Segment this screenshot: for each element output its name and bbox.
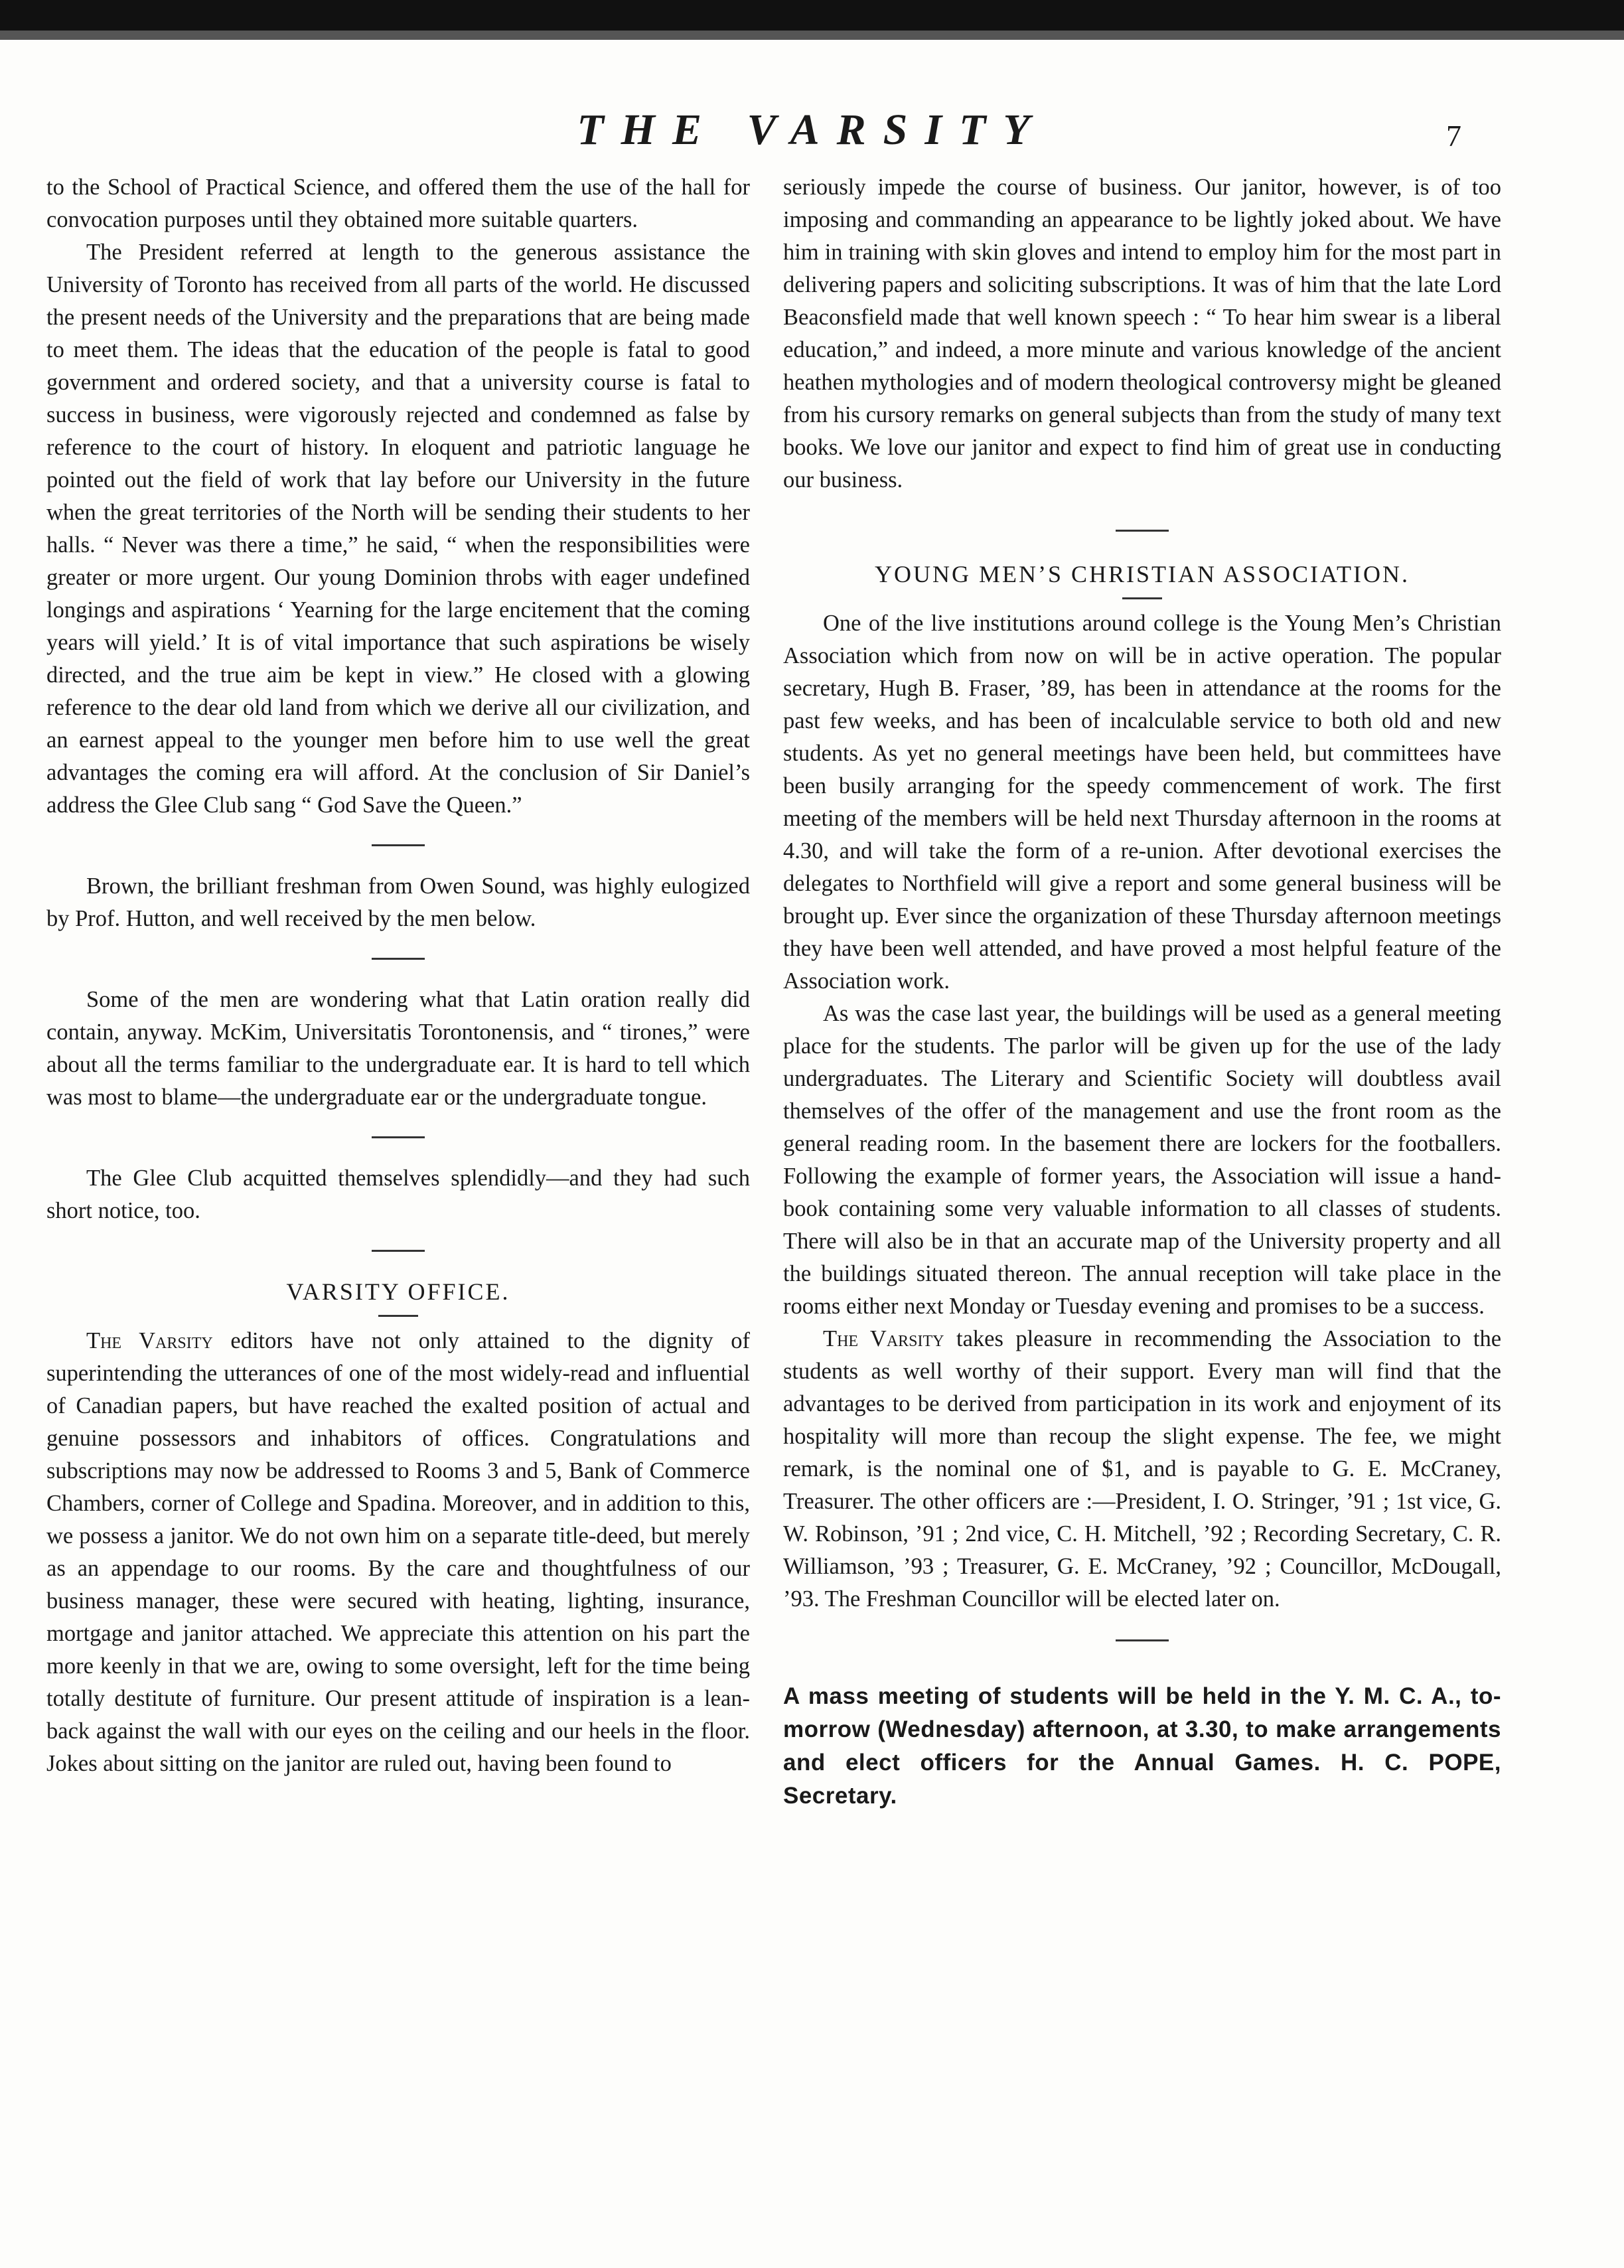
publication-name: The Varsity bbox=[823, 1326, 944, 1351]
paragraph: The Glee Club acquitted themselves splendidly—and they had such short notice, too. bbox=[46, 1166, 750, 1223]
paragraph: The President referred at length to the generous assistance the University of Toronto has received from all parts of the world. He discussed the present needs of the University and the preparations that are being made to meet them. The ideas that the education of the people is fatal to good government and ordered society, and that a university course is fatal to success in business, were vigorously rejected and condemned as false by reference to the court of history. In eloquent and patriotic language he pointed out the field of work that lay before our University in the future when the great territories of the North will be sending their students to her halls. “ Never was there a time,” he said, “ when the responsibilities were greater or more urgent. Our young Dominion throbs with eager undefined longings and aspirations ‘ Yearning for the large encitement that the coming years will yield.’ It is of vital importance that such aspirations be wisely directed, and the true aim be kept in view.” He closed with a glowing reference to the dear old land from which we derive all our civilization, and an earnest appeal to the younger men before him to use well the great advantages the coming era will afford. At the conclusion of Sir Daniel’s address the Glee Club sang “ God Save the Queen.” bbox=[46, 240, 750, 818]
section-heading-varsity-office: VARSITY OFFICE. bbox=[286, 1278, 510, 1305]
masthead: THE VARSITY bbox=[577, 106, 1047, 154]
scan-top-border bbox=[0, 0, 1624, 31]
paragraph: Brown, the brilliant freshman from Owen Sound, was highly eulogized by Prof. Hutton, and well received by the men below. bbox=[46, 873, 750, 931]
divider bbox=[372, 958, 425, 960]
section-heading-ymca: YOUNG MEN’S CHRISTIAN ASSOCIATION. bbox=[874, 561, 1410, 587]
paragraph bbox=[46, 1325, 750, 1780]
page-number: 7 bbox=[1446, 119, 1461, 153]
paragraph: seriously impede the course of business. Our janitor, however, is of too imposing and commanding an appearance to be lightly joked about. We have him in training with skin gloves and intend to employ him for the most part in delivering papers and soliciting subscriptions. It was of him that the late Lord Beaconsfield made that well known speech : “ To hear him swear is a liberal education,” and indeed, a more minute and various knowledge of the ancient heathen mythologies and of modern theological controversy might be gleaned from his cursory remarks on general subjects than from the study of many text books. We love our janitor and expect to find him of great use in conducting our business. bbox=[783, 175, 1501, 492]
paragraph: One of the live institutions around college is the Young Men’s Christian Association which from now on will be in active operation. The popular secretary, Hugh B. Fraser, ’89, has been in attendance at the rooms for the past few weeks, and has been of incalculable service to both old and new students. As yet no general meetings have been held, but committees have been busily arranging for the speedy commencement of work. The first meeting of the members will be held next Thursday afternoon in the rooms at 4.30, and will take the form of a re-union. After devotional exercises the delegates to Northfield will give a report and some general business will be brought up. Ever since the organization of these Thursday afternoon meetings they have been well attended, and have proved a most helpful feature of the Association work. bbox=[783, 611, 1501, 994]
divider bbox=[1116, 530, 1169, 532]
divider bbox=[1116, 1639, 1169, 1641]
paragraph: to the School of Practical Science, and offered them the use of the hall for convocation purposes until they obtained more suitable quarters. bbox=[46, 175, 750, 232]
paragraph: Some of the men are wondering what that Latin oration really did contain, anyway. McKim, Universitatis Torontonensis, and “ tirones,” were about all the terms familiar to the undergraduate ear. It is hard to tell which was most to blame—the undergraduate ear or the undergraduate tongue. bbox=[46, 987, 750, 1110]
paragraph bbox=[783, 1323, 1501, 1616]
mass-meeting-notice: A mass meeting of students will be held in the Y. M. C. A., to-morrow (Wednesday) afternoon, at 3.30, to make arrangements and elect officers for the Annual Games. H. C. POPE, Secretary. bbox=[783, 1683, 1501, 1809]
divider bbox=[372, 1136, 425, 1138]
paragraph: As was the case last year, the buildings will be used as a general meeting place for the students. The parlor will be given up for the use of the lady undergraduates. The Literary and Scientific Society will doubtless avail themselves of the offer of the management and use the front room as the general reading room. In the basement there are lockers for the footballers. Following the example of former years, the Association will issue a hand-book containing some very valuable information to all classes of students. There will also be in that an accurate map of the University property and all the buildings situated thereon. The annual reception will take place in the rooms either next Monday or Tuesday evening and promises to be a success. bbox=[783, 1001, 1501, 1319]
paragraph-text: editors have not only attained to the dignity of superintending the utterances of one of the most widely-read and influential of Canadian papers, but have reached the exalted position of actual and genuine possessors and inhabitors of offices. Congratulations and subscriptions may now be addressed to Rooms 3 and 5, Bank of Commerce Chambers, corner of College and Spadina. Moreover, and in addition to this, we possess a janitor. We do not own him on a separate title-deed, but merely as an appendage to our rooms. By the care and thoughtfulness of our business manager, these were secured with heating, lighting, insurance, mortgage and janitor attached. We appreciate this attention on his part the more keenly in that we are, owing to some oversight, left for the time being totally destitute of furniture. Our present attitude of inspiration is a lean-back against the wall with our eyes on the ceiling and our heels in the floor. Jokes about sitting on the janitor are ruled out, having been found to bbox=[46, 1328, 750, 1776]
divider bbox=[378, 1315, 418, 1317]
publication-name: The Varsity bbox=[86, 1328, 213, 1353]
right-column bbox=[783, 171, 1501, 1813]
paragraph-text: takes pleasure in recommending the Association to the students as well worthy of their support. Every man will find that the advantages to be derived from participation in its work and enjoyment of its hospitality will more than recoup the slight expense. The fee, we might remark, is the nominal one of $1, and is payable to G. E. McCraney, Treasurer. The other officers are :—President, I. O. Stringer, ’91 ; 1st vice, G. W. Robinson, ’91 ; 2nd vice, C. H. Mitchell, ’92 ; Recording Secretary, C. R. Williamson, ’93 ; Treasurer, G. E. McCraney, ’92 ; Councillor, McDougall, ’93. The Freshman Councillor will be elected later on. bbox=[783, 1326, 1502, 1612]
divider bbox=[372, 844, 425, 846]
divider bbox=[372, 1250, 425, 1252]
divider bbox=[1122, 597, 1162, 599]
left-column bbox=[46, 171, 750, 1780]
scan-top-border-shadow bbox=[0, 31, 1624, 40]
